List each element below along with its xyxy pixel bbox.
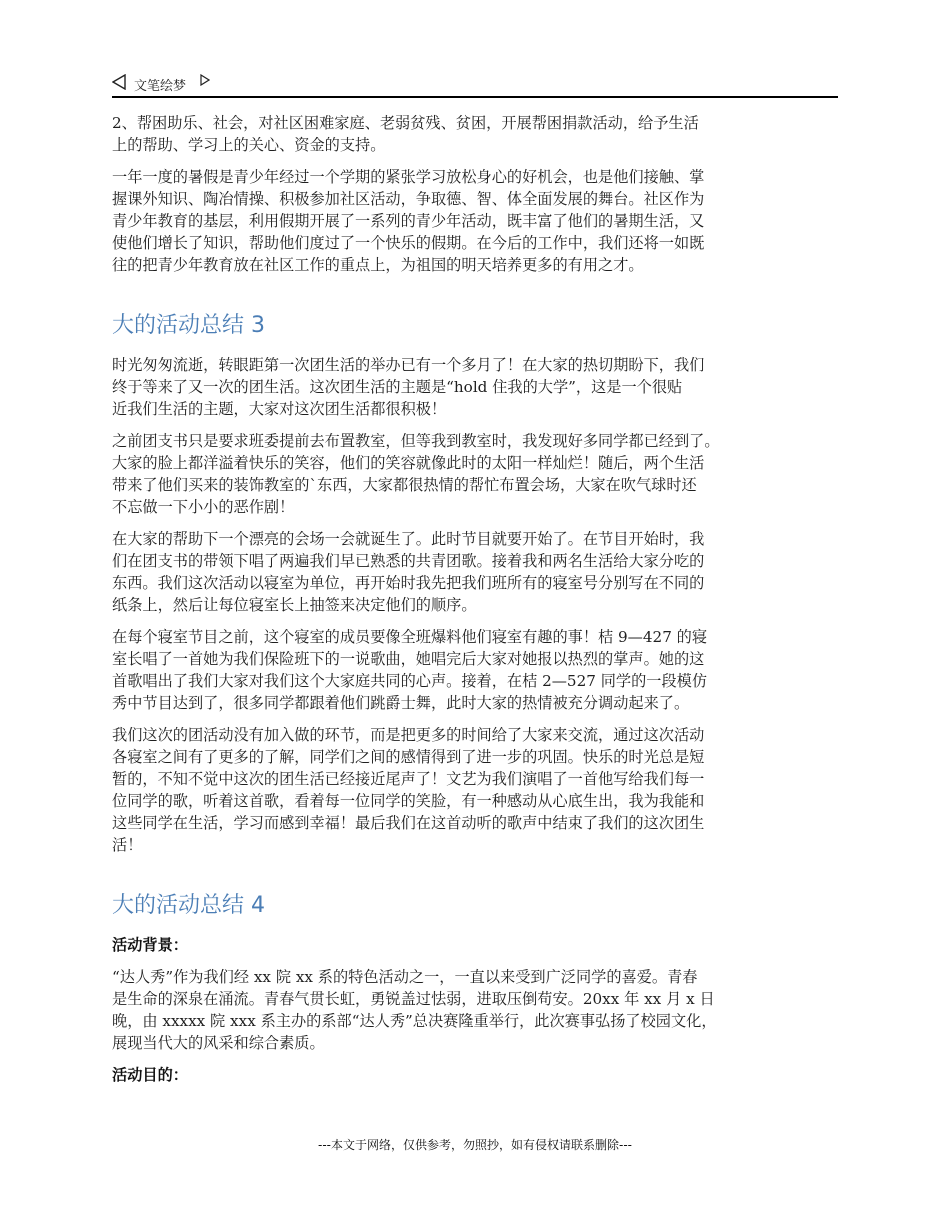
page-header [112, 70, 838, 98]
subheading-label: 活动目的： [112, 1066, 188, 1084]
page-footer: ---本文于网络，仅供参考，勿照抄，如有侵权请联系删除--- [318, 1138, 632, 1152]
paragraph: 时光匆匆流逝，转眼距第一次团生活的举办已有一个多月了！在大家的热切期盼下，我们 终于等来了又一次的团生活。这次团生活的主题是“hold 住我的大学”，这是一个很贴 近我们生活的主题，大家对这次团生活都很积极！ [112, 356, 705, 418]
paragraph: 之前团支书只是要求班委提前去布置教室，但等我到教室时，我发现好多同学都已经到了。 大家的脸上都洋溢着快乐的笑容，他们的笑容就像此时的太阳一样灿烂！随后，两个生活 带来了他们买来的装饰教室的`东西，大家都很热情的帮忙布置会场，大家在吹气球时还 不忘做一下小小的恶作剧！ [112, 432, 720, 516]
paragraph: 一年一度的暑假是青少年经过一个学期的紧张学习放松身心的好机会，也是他们接触、掌 握课外知识、陶冶情操、积极参加社区活动，争取德、智、体全面发展的舞台。社区作为 青少年教育的基层，利用假期开展了一系列的青少年活动，既丰富了他们的暑期生活，又 使他们增长了知识，帮助他们度过了一个快乐的假期。在今后的工作中，我们还将一如既 往的把青少年教育放在社区工作的重点上，为祖国的明天培养更多的有用之才。 [112, 168, 705, 274]
triangle-left-icon [112, 74, 126, 90]
paragraph: 在大家的帮助下一个漂亮的会场一会就诞生了。此时节目就要开始了。在节目开始时，我 们在团支书的带领下唱了两遍我们早已熟悉的共青团歌。接着我和两名生活给大家分吃的 东西。我们这次活动以寝室为单位，再开始时我先把我们班所有的寝室号分别写在不同的 纸条上，然后让每位寝室长上抽签来决定他们的顺序。 [112, 530, 705, 614]
subheading-label: 活动背景： [112, 936, 188, 954]
section-heading: 大的活动总结 4 [112, 893, 265, 918]
paragraph: 2、帮困助乐、社会，对社区困难家庭、老弱贫残、贫困，开展帮困捐款活动，给予生活 上的帮助、学习上的关心、资金的支持。 [112, 114, 699, 154]
document-body [112, 112, 842, 1096]
section-heading: 大的活动总结 3 [112, 313, 265, 338]
paragraph: 在每个寝室节目之前，这个寝室的成员要像全班爆料他们寝室有趣的事！桔 9—427 的寝 室长唱了一首她为我们保险班下的一说歌曲，她唱完后大家对她报以热烈的掌声。她的这 首歌唱出了我们大家对我们这个大家庭共同的心声。接着，在桔 2—527 同学的一段模仿 秀中节目达到了，很多同学都跟着他们跳爵士舞，此时大家的热情被充分调动起来了。 [112, 628, 708, 712]
triangle-right-icon [200, 74, 210, 86]
header-title: 文笔绘梦 [134, 79, 187, 94]
paragraph: 我们这次的团活动没有加入做的环节，而是把更多的时间给了大家来交流，通过这次活动 各寝室之间有了更多的了解，同学们之间的感情得到了进一步的巩固。快乐的时光总是短 暂的，不知不觉中这次的团生活已经接近尾声了！文艺为我们演唱了一首他写给我们每一 位同学的歌，听着这首歌，看着每一位同学的笑脸，有一种感动从心底生出，我为我能和 这些同学在生活，学习而感到幸福！最后我们在这首动听的歌声中结束了我们的这次团生 活！ [112, 726, 705, 854]
paragraph: “达人秀”作为我们经 xx 院 xx 系的特色活动之一，一直以来受到广泛同学的喜爱。青春 是生命的深泉在涌流。青春气贯长虹，勇锐盖过怯弱，进取压倒苟安。20xx 年 xx 月 x 日 晚，由 xxxxx 院 xxx 系主办的系部“达人秀”总决赛隆重举行，此次赛事弘扬了校园文化， 展现当代大的风采和综合素质。 [112, 968, 717, 1052]
